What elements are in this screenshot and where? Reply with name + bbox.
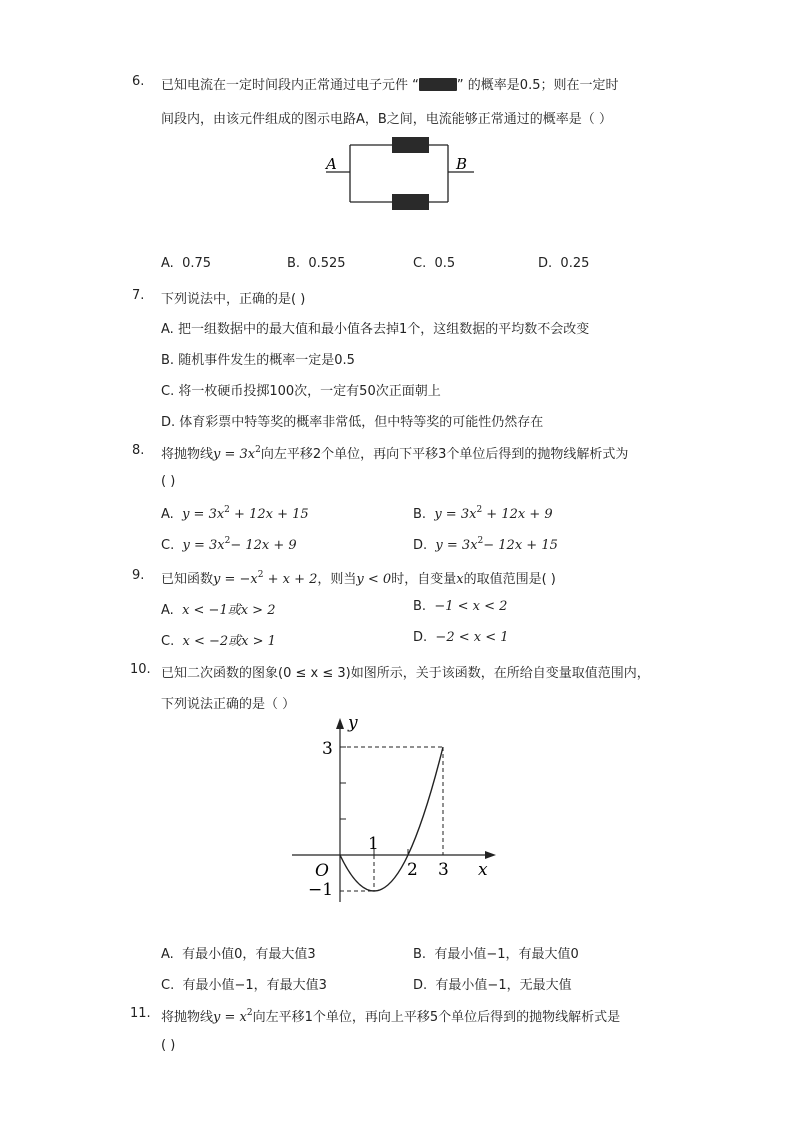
- close-quote: ”: [456, 78, 464, 93]
- option-b[interactable]: B. 随机事件发生的概率一定是0.5: [161, 353, 355, 368]
- question-stem-line1: 已知二次函数的图象(0 ≤ x ≤ 3)如图所示，关于该函数，在所给自变量取值范围内，: [161, 666, 650, 681]
- function-graph: [288, 712, 503, 907]
- option-c[interactable]: C. 有最小值−1，有最大值3: [161, 978, 327, 993]
- question-stem-line2: 间段内，由该元件组成的图示电路A，B之间，电流能够正常通过的概率是（ ）: [161, 112, 612, 127]
- y-tick-label: 3: [322, 739, 333, 759]
- x-axis-label: x: [478, 860, 488, 880]
- x-tick-label: 3: [438, 860, 449, 880]
- y-tick-label: −1: [308, 880, 334, 900]
- option-b[interactable]: B. 0.525: [287, 256, 346, 271]
- origin-label: O: [315, 861, 329, 881]
- question-number: 10.: [130, 662, 151, 677]
- circuit-label-a: A: [326, 155, 337, 173]
- circuit-diagram: [318, 132, 480, 216]
- question-number: 9.: [132, 568, 145, 583]
- formula: $y = x^2$: [213, 1008, 253, 1025]
- option-c[interactable]: C. 将一枚硬币投掷100次，一定有50次正面朝上: [161, 384, 441, 399]
- option-c[interactable]: C. 0.5: [413, 256, 456, 271]
- circuit-label-b: B: [456, 155, 468, 173]
- option-a[interactable]: A. 0.75: [161, 256, 212, 271]
- x-tick-label: 1: [368, 834, 379, 854]
- electronic-component-icon: [392, 137, 429, 153]
- option-b[interactable]: B. −1 < x < 2: [413, 599, 508, 614]
- question-number: 11.: [130, 1006, 151, 1021]
- question-stem: 已知函数$y = -x^2 + x + 2$，则当y < 0时，自变量x的取值范围是( ): [161, 570, 556, 587]
- electronic-component-icon: [419, 78, 457, 91]
- option-b[interactable]: B. 有最小值−1，有最大值0: [413, 947, 579, 962]
- option-c[interactable]: C. x < −2或x > 1: [161, 634, 276, 649]
- question-stem: 下列说法中，正确的是( ): [161, 292, 306, 307]
- question-stem-line2: ( ): [161, 474, 176, 489]
- option-d[interactable]: D. $y = 3x^2- 12x + 15$: [413, 536, 558, 553]
- option-a[interactable]: A. $y = 3x^2 + 12x + 15$: [161, 505, 309, 522]
- formula: $y = -x^2 + x + 2$: [213, 570, 318, 587]
- option-a[interactable]: A. 把一组数据中的最大值和最小值各去掉1个，这组数据的平均数不会改变: [161, 322, 590, 337]
- question-stem-line1: 将抛物线$y = x^2$向左平移1个单位，再向上平移5个单位后得到的抛物线解析式是: [161, 1008, 621, 1025]
- x-tick-label: 2: [407, 860, 418, 880]
- electronic-component-icon: [392, 194, 429, 210]
- option-d[interactable]: D. −2 < x < 1: [413, 630, 509, 645]
- y-axis-label: y: [348, 713, 358, 733]
- question-stem-line1: 将抛物线$y = 3x^2$向左平移2个单位，再向下平移3个单位后得到的抛物线解析式为: [161, 445, 629, 462]
- option-d[interactable]: D. 0.25: [538, 256, 590, 271]
- question-number: 7.: [132, 288, 145, 303]
- stem-text: 的概率是0.5；则在一定时: [467, 78, 619, 93]
- question-stem-line2: 下列说法正确的是（ ）: [161, 697, 296, 712]
- question-number: 8.: [132, 443, 145, 458]
- formula: $y = 3x^2$: [213, 445, 261, 462]
- question-stem-line1: [161, 74, 618, 93]
- option-c[interactable]: C. $y = 3x^2- 12x + 9$: [161, 536, 297, 553]
- y-axis-arrow-icon: [336, 718, 344, 729]
- option-b[interactable]: B. $y = 3x^2 + 12x + 9$: [413, 505, 553, 522]
- question-number: 6.: [132, 74, 145, 89]
- option-d[interactable]: D. 有最小值−1，无最大值: [413, 978, 572, 993]
- option-a[interactable]: A. 有最小值0，有最大值3: [161, 947, 316, 962]
- open-quote: “: [412, 78, 419, 93]
- option-d[interactable]: D. 体育彩票中特等奖的概率非常低，但中特等奖的可能性仍然存在: [161, 415, 544, 430]
- option-a[interactable]: A. x < −1或x > 2: [161, 603, 276, 618]
- parabola-curve: [340, 747, 443, 891]
- stem-text: 已知电流在一定时间段内正常通过电子元件: [161, 78, 409, 93]
- x-axis-arrow-icon: [485, 851, 496, 859]
- question-stem-line2: ( ): [161, 1038, 176, 1053]
